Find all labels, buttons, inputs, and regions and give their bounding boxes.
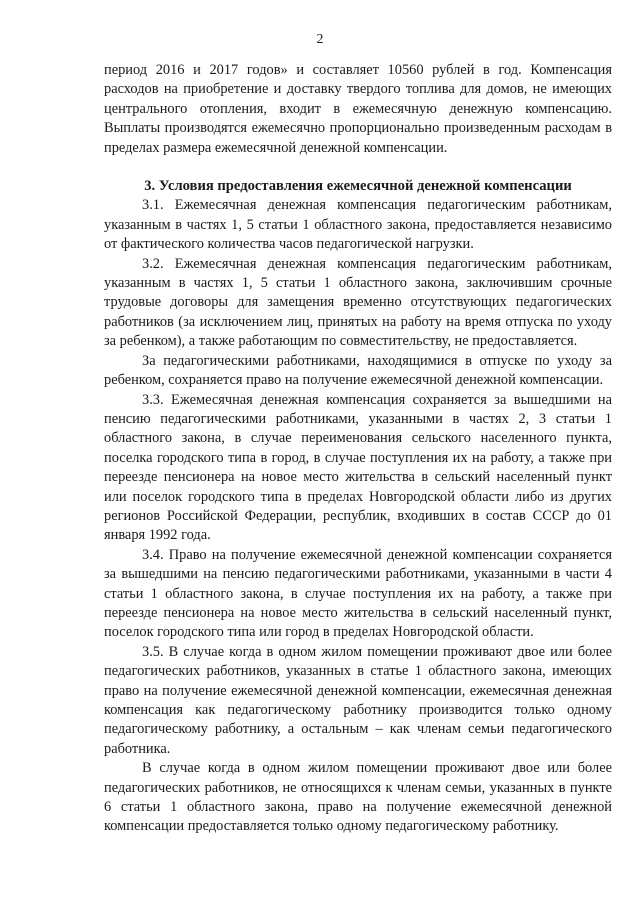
paragraph-3-2: 3.2. Ежемесячная денежная компенсация педагогическим работникам, указанным в частях 1, 5 статьи 1 областного закона, заключившим срочные трудовые договоры для замещения временно отсутствующих педагогических работников (за исключением лиц, принятых на работу на время отпуска по уходу за ребенком), а также работающим по совместительству, не предоставляется.: [104, 255, 612, 350]
paragraph-3-1: 3.1. Ежемесячная денежная компенсация педагогическим работникам, указанным в частях 1, 5 статьи 1 областного закона, предоставляется независимо от фактического количества часов педагогической нагрузки.: [104, 197, 612, 253]
paragraph-intro: период 2016 и 2017 годов» и составляет 10560 рублей в год. Компенсация расходов на приобретение и доставку твердого топлива для домов, не имеющих центрального отопления, входит в ежемесячную денежную компенсацию. Выплаты производятся ежемесячно пропорционально произведенным расходам в пределах размера ежемесячной денежной компенсации.: [104, 62, 612, 156]
paragraph-3-4: 3.4. Право на получение ежемесячной денежной компенсации сохраняется за вышедшими на пенсию педагогическими работниками, указанными в части 4 статьи 1 областного закона, в случае поступления их на работу, а также при переезде пенсионера на новое место жительства в сельский населенный пункт, поселок городского типа или город в пределах Новгородской области.: [104, 546, 612, 641]
paragraph-3-5: 3.5. В случае когда в одном жилом помещении проживают двое или более педагогических работников, указанных в статье 1 областного закона, имеющих право на получение ежемесячной денежной компенсации, ежемесячная денежная компенсация как педагогическому работнику производится только одному педагогическому работнику, а остальным – как членам семьи педагогического работника.: [104, 643, 612, 757]
document-body: [104, 61, 612, 837]
paragraph-3-5-note: В случае когда в одном жилом помещении проживают двое или более педагогических работников, не относящихся к членам семьи, указанных в пункте 6 статьи 1 областного закона, право на получение ежемесячной денежной компенсации предоставляется только одному педагогическому работнику.: [104, 760, 612, 835]
section-heading: 3. Условия предоставления ежемесячной денежной компенсации: [144, 178, 572, 195]
paragraph-3-2-note: За педагогическими работниками, находящимися в отпуске по уходу за ребенком, сохраняется право на получение ежемесячной денежной компенсации.: [104, 352, 612, 389]
page-number: 2: [316, 32, 324, 47]
paragraph-3-3: 3.3. Ежемесячная денежная компенсация сохраняется за вышедшими на пенсию педагогическими работниками, указанными в частях 2, 3 статьи 1 областного закона, в случае переименования сельского населенного пункта, поселка городского типа в город, в случае поступления их на работу, а также при переезде пенсионера на новое место жительства в сельский населенный пункт или поселок городского типа в пределах Новгородской области либо из других регионов Российской Федерации, республик, входивших в состав СССР до 01 января 1992 года.: [104, 391, 612, 544]
